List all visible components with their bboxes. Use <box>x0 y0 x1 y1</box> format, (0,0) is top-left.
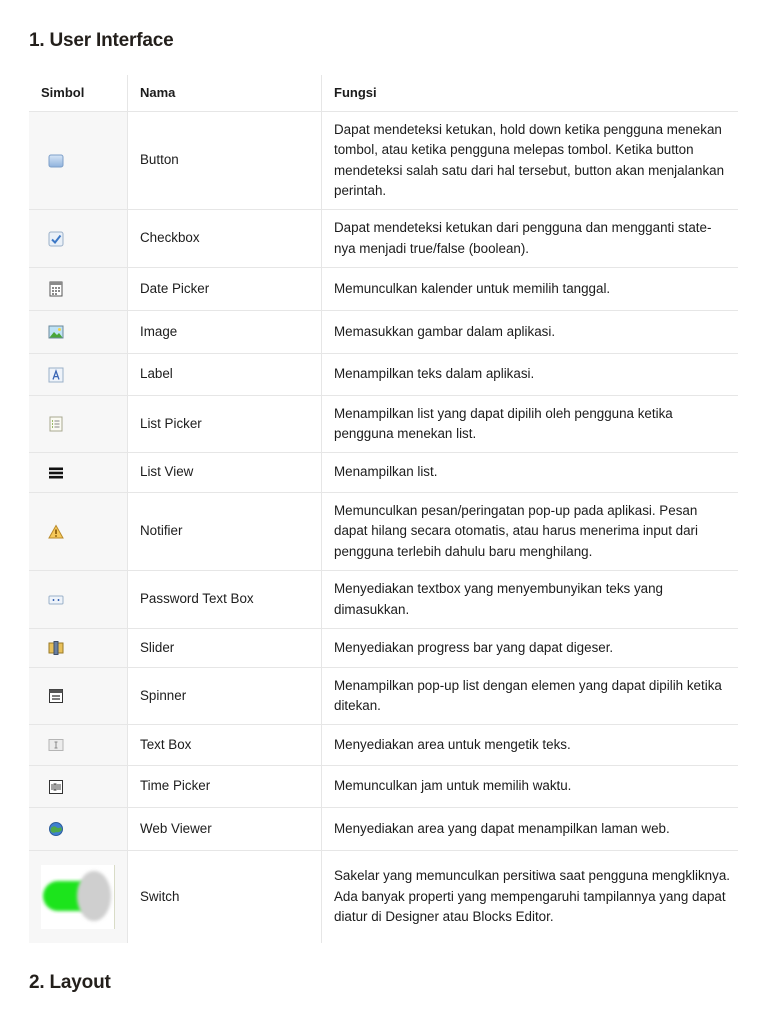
label-icon <box>48 367 64 383</box>
column-header-function: Fungsi <box>322 75 739 112</box>
warning-icon <box>48 524 64 540</box>
table-row <box>29 311 738 354</box>
list-picker-icon <box>48 416 64 432</box>
symbol-cell <box>29 668 128 725</box>
symbol-cell <box>29 210 128 268</box>
table-row <box>29 808 738 851</box>
component-function: Memunculkan kalender untuk memilih tanggal. <box>322 268 739 311</box>
symbol-cell <box>29 354 128 396</box>
symbol-cell <box>29 112 128 210</box>
component-function: Menampilkan list. <box>322 453 739 493</box>
component-name: Image <box>128 311 322 354</box>
symbol-cell <box>29 311 128 354</box>
table-row <box>29 268 738 311</box>
component-function: Sakelar yang memunculkan persitiwa saat pengguna mengkliknya. Ada banyak properti yang mempengaruhi tampilannya yang dapat diatur di Designer atau Blocks Editor. <box>322 851 739 943</box>
component-name: Notifier <box>128 493 322 571</box>
table-row <box>29 112 738 210</box>
component-name: Slider <box>128 629 322 668</box>
table-row <box>29 396 738 453</box>
component-function: Menyediakan area untuk mengetik teks. <box>322 725 739 766</box>
section-title-user-interface: 1. User Interface <box>29 30 174 51</box>
component-name: List View <box>128 453 322 493</box>
symbol-cell <box>29 268 128 311</box>
component-name: Checkbox <box>128 210 322 268</box>
table-row <box>29 851 738 943</box>
component-function: Menampilkan pop-up list dengan elemen yang dapat dipilih ketika ditekan. <box>322 668 739 725</box>
component-name: List Picker <box>128 396 322 453</box>
switch-toggle-icon <box>41 865 115 929</box>
component-table <box>29 75 738 943</box>
symbol-cell <box>29 629 128 668</box>
symbol-cell <box>29 725 128 766</box>
table-row <box>29 453 738 493</box>
checkbox-icon <box>48 231 64 247</box>
time-picker-icon <box>48 779 64 795</box>
list-view-icon <box>48 465 64 481</box>
component-name: Spinner <box>128 668 322 725</box>
component-name: Switch <box>128 851 322 943</box>
table-row <box>29 210 738 268</box>
table-row <box>29 629 738 668</box>
table-row <box>29 571 738 629</box>
component-function: Menampilkan teks dalam aplikasi. <box>322 354 739 396</box>
text-box-icon <box>48 737 64 753</box>
symbol-cell <box>29 493 128 571</box>
table-row <box>29 668 738 725</box>
spinner-icon <box>48 688 64 704</box>
component-function: Memunculkan pesan/peringatan pop-up pada aplikasi. Pesan dapat hilang secara otomatis, atau harus menerima input dari pengguna terlebih dahulu baru menghilang. <box>322 493 739 571</box>
slider-icon <box>48 640 64 656</box>
button-icon <box>48 153 64 169</box>
component-name: Date Picker <box>128 268 322 311</box>
component-function: Menampilkan list yang dapat dipilih oleh pengguna ketika pengguna menekan list. <box>322 396 739 453</box>
component-function: Menyediakan area yang dapat menampilkan laman web. <box>322 808 739 851</box>
symbol-cell <box>29 808 128 851</box>
password-icon <box>48 592 64 608</box>
component-name: Button <box>128 112 322 210</box>
component-function: Menyediakan progress bar yang dapat digeser. <box>322 629 739 668</box>
component-function: Memunculkan jam untuk memilih waktu. <box>322 766 739 808</box>
date-picker-icon <box>48 281 64 297</box>
component-name: Text Box <box>128 725 322 766</box>
symbol-cell <box>29 396 128 453</box>
component-name: Label <box>128 354 322 396</box>
column-header-symbol: Simbol <box>29 75 128 112</box>
globe-icon <box>48 821 64 837</box>
component-name: Time Picker <box>128 766 322 808</box>
symbol-cell <box>29 571 128 629</box>
symbol-cell <box>29 851 128 943</box>
symbol-cell <box>29 766 128 808</box>
table-header-row <box>29 75 738 112</box>
section-title-layout: 2. Layout <box>29 972 111 993</box>
component-function: Memasukkan gambar dalam aplikasi. <box>322 311 739 354</box>
table-row <box>29 493 738 571</box>
table-row <box>29 766 738 808</box>
component-function: Menyediakan textbox yang menyembunyikan teks yang dimasukkan. <box>322 571 739 629</box>
table-row <box>29 354 738 396</box>
table-row <box>29 725 738 766</box>
component-function: Dapat mendeteksi ketukan dari pengguna dan mengganti state-nya menjadi true/false (boolean). <box>322 210 739 268</box>
component-name: Password Text Box <box>128 571 322 629</box>
column-header-name: Nama <box>128 75 322 112</box>
image-icon <box>48 324 64 340</box>
component-name: Web Viewer <box>128 808 322 851</box>
component-function: Dapat mendeteksi ketukan, hold down ketika pengguna menekan tombol, atau ketika pengguna melepas tombol. Ketika button mendeteksi salah satu dari hal tersebut, button akan menjalankan perintah. <box>322 112 739 210</box>
symbol-cell <box>29 453 128 493</box>
